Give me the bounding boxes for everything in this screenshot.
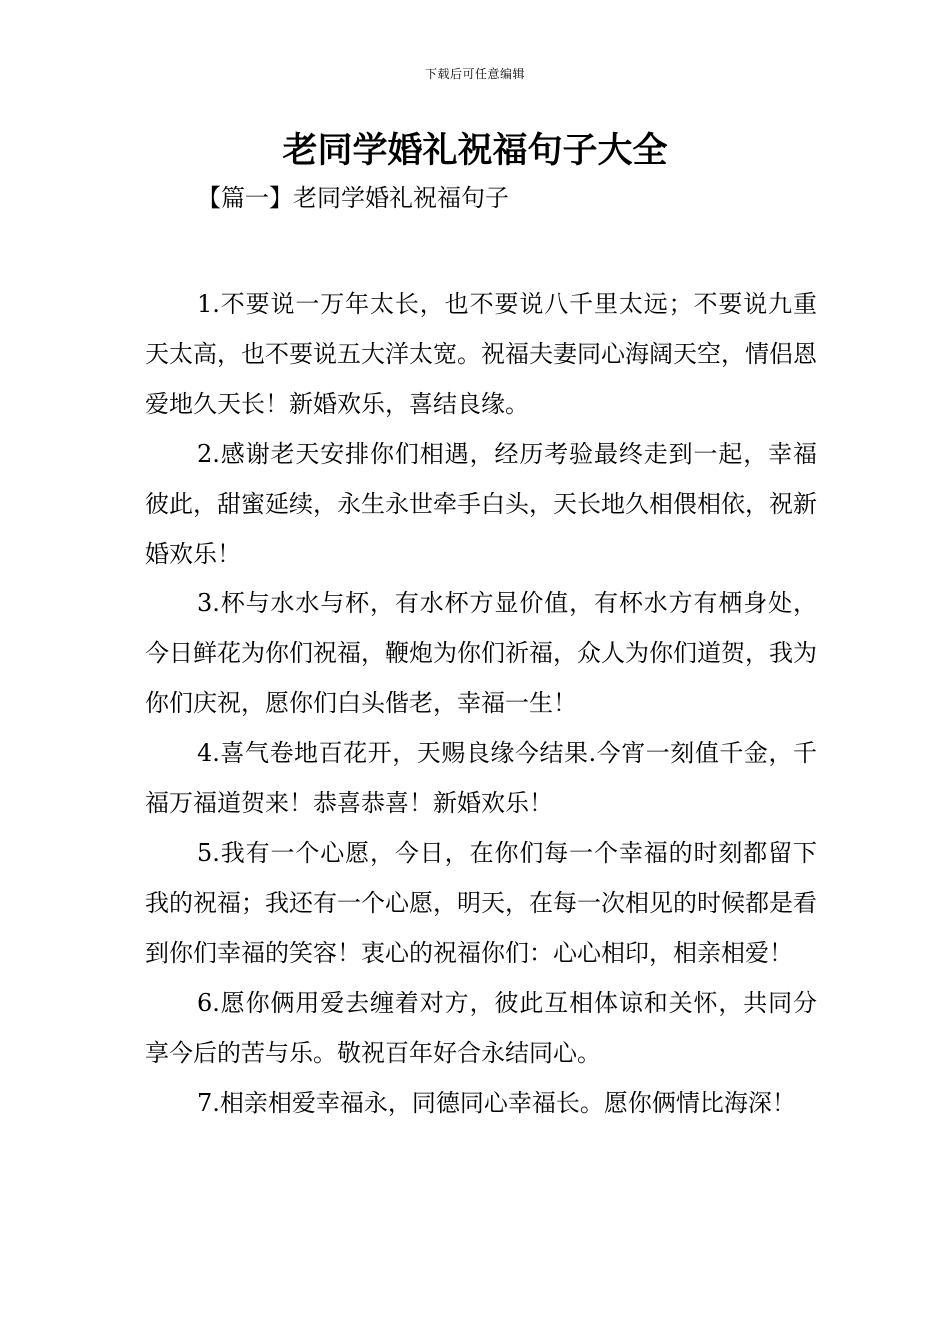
paragraph-6: 6.愿你俩用爱去缠着对方，彼此互相体谅和关怀，共同分享今后的苦与乐。敬祝百年好合永结同心。 [145,988,817,1067]
header-note: 下载后可任意编辑 [424,67,525,81]
paragraph-4: 4.喜气卷地百花开，天赐良缘今结果.今宵一刻值千金，千福万福道贺来！恭喜恭喜！新婚欢乐！ [145,739,817,818]
paragraph-2: 2.感谢老天安排你们相遇，经历考验最终走到一起，幸福彼此，甜蜜延续，永生永世牵手白头，天长地久相偎相依，祝新婚欢乐！ [145,439,817,568]
document-title: 老同学婚礼祝福句子大全 [282,131,668,171]
paragraph-5: 5.我有一个心愿，今日，在你们每一个幸福的时刻都留下我的祝福；我还有一个心愿，明天，在每一次相见的时候都是看到你们幸福的笑容！衷心的祝福你们：心心相印，相亲相爱！ [145,838,817,967]
section-heading: 【篇一】老同学婚礼祝福句子 [197,184,509,212]
document-body [145,280,817,1128]
paragraph-7: 7.相亲相爱幸福永，同德同心幸福长。愿你俩情比海深！ [197,1088,796,1117]
paragraph-1: 1.不要说一万年太长，也不要说八千里太远；不要说九重天太高，也不要说五大洋太宽。祝福夫妻同心海阔天空，情侣恩爱地久天长！新婚欢乐，喜结良缘。 [145,290,817,418]
paragraph-3: 3.杯与水水与杯，有水杯方显价值，有杯水方有栖身处，今日鲜花为你们祝福，鞭炮为你们祈福，众人为你们道贺，我为你们庆祝，愿你们白头偕老，幸福一生！ [145,589,817,718]
